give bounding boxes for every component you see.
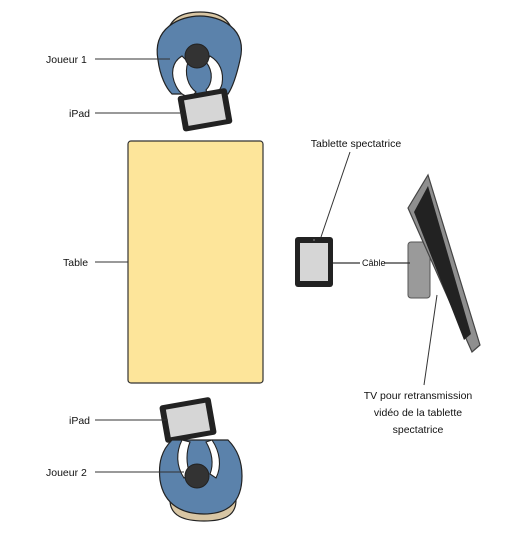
spectator-tablet [295, 237, 333, 287]
ipad-top-label: iPad [69, 108, 91, 120]
spectator-tablet-label: Tablette spectatrice [310, 138, 402, 150]
tv [408, 175, 480, 352]
player-2-figure [160, 440, 243, 521]
player-2-label: Joueur 2 [46, 467, 87, 479]
table-label: Table [63, 257, 89, 269]
player-1-figure [157, 12, 241, 97]
player-1-label: Joueur 1 [46, 54, 87, 66]
player-2-head [185, 464, 209, 488]
player-1-head [185, 44, 209, 68]
tv-label: TV pour retransmission vidéo de la tablette spectatrice [363, 390, 473, 436]
cable-label: Câble [362, 258, 386, 268]
spectator-tablet-leader [321, 152, 350, 237]
tv-leader [424, 295, 437, 385]
ipad-bottom-label: iPad [69, 415, 91, 427]
table [128, 141, 263, 383]
